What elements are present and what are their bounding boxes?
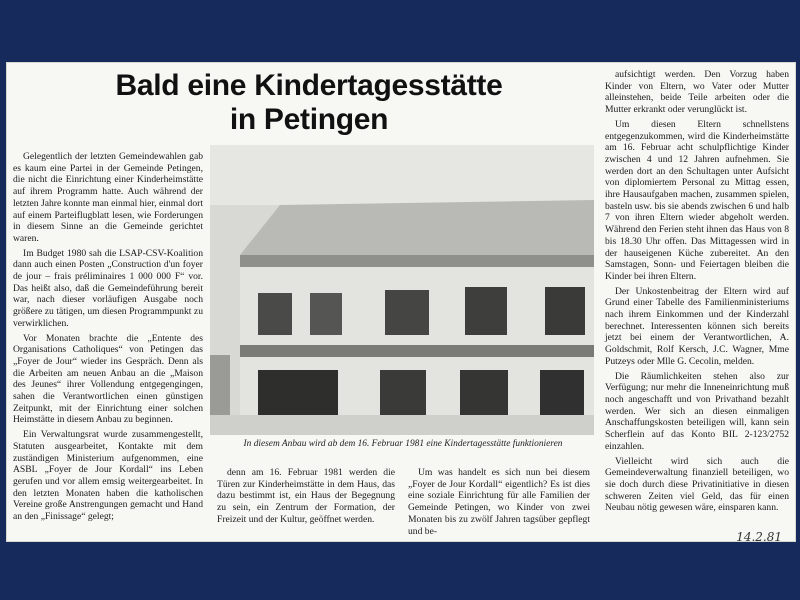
paragraph: denn am 16. Februar 1981 werden die Türen zur Kinderheimstätte in dem Haus, das dazu bestimmt ist, ein Haus der Begegnung zu sein, ein Zentrum der Formation, der Freizeit und der Kultur, geöffnet werden. (217, 467, 395, 525)
paragraph: Vor Monaten brachte die „Entente des Organisations Catholiques“ von Petingen das „Foyer de Jour“ wieder ins Gespräch. Denn als die Arbeiten am neuen Anbau an die „Maison des Jeunes“ ihrer Vollendung entgegengingen, sahen die Verantwortlichen einen günstigen Zeitpunkt, mit der Einrichtung einer solchen Heimstätte in diesem Anbau zu beginnen. (13, 332, 203, 426)
photo-caption: In diesem Anbau wird ab dem 16. Februar 1981 eine Kindertagesstätte funktionieren (243, 439, 563, 449)
paragraph: aufsichtigt werden. Den Vorzug haben Kinder von Eltern, wo Vater oder Mutter alleinstehen, beide Teile arbeiten oder die Mutter erkrankt oder verunglückt ist. (605, 69, 789, 116)
paragraph: Um was handelt es sich nun bei diesem „Foyer de Jour Kordall“ eigentlich? Es ist dies eine soziale Einrichtung für alle Familien der Gemeinde Petingen, wo Kinder von zwei Monaten bis zu zwölf Jahren tagsüber gepflegt und be- (408, 467, 590, 537)
newspaper-clipping (7, 63, 795, 541)
article-column-1 (13, 151, 203, 523)
paragraph: Vielleicht wird sich auch die Gemeindeverwaltung finanziell beteiligen, wo sie doch durch diese Privatinitiative in diesen schweren Zeiten viel Geld, das für einen Neubau nötig gewesen wäre, einsparen kann. (605, 455, 789, 514)
article-column-2 (217, 467, 395, 526)
paragraph: Ein Verwaltungsrat wurde zusammengestellt, Statuten ausgearbeitet, Kontakte mit dem zuständigen Ministerium aufgenommen, eine ASBL „Foyer de Jour Kordall“ ins Leben gerufen und vor allem emsig weitergearbeitet. In den letzten Monaten haben die katholischen Vereine große Anstrengungen gemacht und Hand an den „Finissage“ gelegt; (13, 429, 203, 523)
paragraph: Gelegentlich der letzten Gemeindewahlen gab es kaum eine Partei in der Gemeinde Petingen, die nicht die Einrichtung einer Kinderheimstätte auf ihrem Programm hatte. Auch während der letzten Jahre konnte man einmal hier, einmal dort auf einem Parteiflugblatt lesen, wie Forderungen in diesem Sinne an die Gemeinde gerichtet waren. (13, 151, 203, 244)
article-column-4 (605, 69, 789, 514)
article-column-3 (408, 467, 590, 537)
paragraph: Im Budget 1980 sah die LSAP-CSV-Koalition dann auch einen Posten „Construction d'un foyer de jour – frais préliminaires 1 000 000 F“ vor. Das heißt also, daß die Gemeindeführung bereit war, nach dieser vorläufigen Ausgabe noch größere zu tätigen, um diesen Programmpunkt zu verwirklichen. (13, 247, 203, 329)
article-headline: Bald eine Kindertagesstätte in Petingen (115, 69, 503, 136)
handwritten-date: 14.2.81 (733, 530, 785, 541)
paragraph: Um diesen Eltern schnellstens entgegenzukommen, wird die Kinderheimstätte am 16. Februar acht schulpflichtige Kinder zwischen 4 und 12 Jahren aufnehmen. Sie werden dort an den Schultagen unter Aufsicht von diplomiertem Personal zu Mittag essen, ihre Hausaufgaben machen, zusammen spielen, basteln usw. bis sie abends zwischen 6 und halb 7 von ihren Eltern wieder abgeholt werden. Während den Ferien steht ihnen das Haus von 8 bis 18.30 Uhr offen. Das Mittagessen wird in der hauseigenen Küche zubereitet. An den Samstagen, Sonn- und Feiertagen bleiben die Kinder bei ihren Eltern. (605, 118, 789, 282)
paragraph: Die Räumlichkeiten stehen also zur Verfügung; nur mehr die Inneneinrichtung muß noch angeschafft und von Privathand bezahlt werden. Wer sich an diesen einmaligen Anschaffungskosten beteiligen will, kann sein Scherflein auf das Konto BIL 2-123/2752 einzahlen. (605, 370, 789, 452)
paragraph: Der Unkostenbeitrag der Eltern wird auf Grund einer Tabelle des Familienministeriums nach ihrem Einkommen und der Kinderzahl berechnet. Interessenten können sich bereits jetzt bei einem der Verantwortlichen, A. Goldschmit, Rolf Kersch, J.C. Wagner, Mme Putzeys oder Mlle G. Cecolin, melden. (605, 285, 789, 367)
building-photo (210, 145, 594, 435)
